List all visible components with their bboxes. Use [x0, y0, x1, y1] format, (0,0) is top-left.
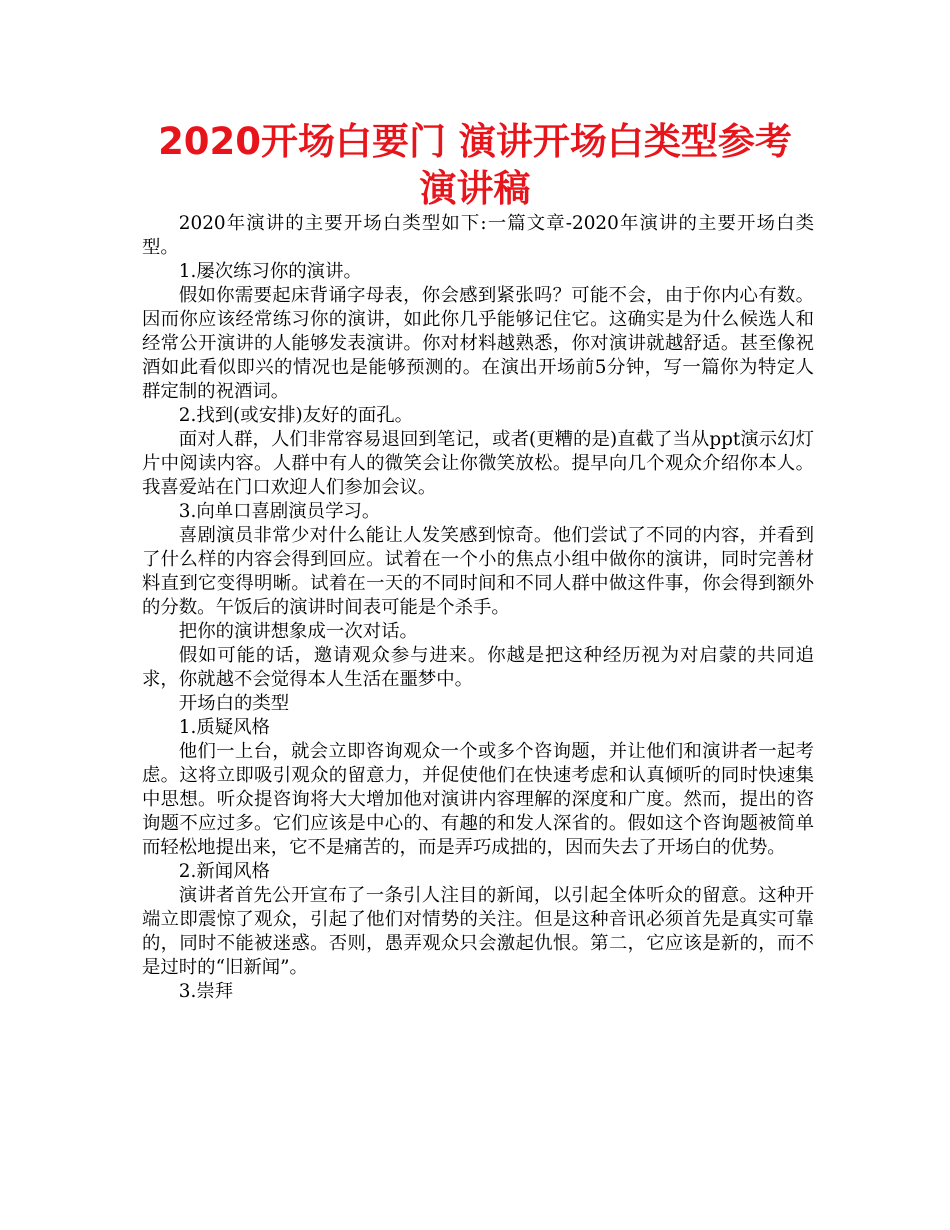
- paragraph: 假如你需要起床背诵字母表，你会感到紧张吗？可能不会，由于你内心有数。因而你应该经常练习你的演讲，如此你几乎能够记住它。这确实是为什么候选人和经常公开演讲的人能够发表演讲。你对材料越熟悉，你对演讲就越舒适。甚至像祝酒如此看似即兴的情况也是能够预测的。在演出开场前5分钟，写一篇你为特定人群定制的祝酒词。: [142, 285, 814, 402]
- paragraph: 1.质疑风格: [178, 717, 270, 738]
- paragraph: 演讲者首先公开宣布了一条引人注目的新闻，以引起全体听众的留意。这种开端立即震惊了观众，引起了他们对情势的关注。但是这种音讯必须首先是真实可靠的，同时不能被迷惑。否则，愚弄观众只会激起仇恨。第二，它应该是新的，而不是过时的“旧新闻”。: [142, 885, 814, 978]
- paragraph: 2.找到(或安排)友好的面孔。: [178, 405, 413, 426]
- section-heading: 开场白的类型: [178, 693, 290, 714]
- paragraph: 他们一上台，就会立即咨询观众一个或多个咨询题，并让他们和演讲者一起考虑。这将立即吸引观众的留意力，并促使他们在快速考虑和认真倾听的同时快速集中思想。听众提咨询将大大增加他对演讲内容理解的深度和广度。然而，提出的咨询题不应过多。它们应该是中心的、有趣的和发人深省的。假如这个咨询题被简单而轻松地提出来，它不是痛苦的，而是弄巧成拙的，因而失去了开场白的优势。: [142, 741, 814, 858]
- document-body: [142, 212, 814, 1004]
- document-title: 2020开场白要门 演讲开场白类型参考演讲稿: [158, 120, 792, 210]
- paragraph: 喜剧演员非常少对什么能让人发笑感到惊奇。他们尝试了不同的内容，并看到了什么样的内容会得到回应。试着在一个小的焦点小组中做你的演讲，同时完善材料直到它变得明晰。试着在一天的不同时间和不同人群中做这件事，你会得到额外的分数。午饭后的演讲时间表可能是个杀手。: [142, 525, 814, 618]
- paragraph: 1.屡次练习你的演讲。: [178, 261, 362, 282]
- paragraph: 2020年演讲的主要开场白类型如下:一篇文章-2020年演讲的主要开场白类型。: [142, 213, 814, 258]
- paragraph: 把你的演讲想象成一次对话。: [178, 621, 418, 642]
- paragraph: 3.崇拜: [178, 981, 234, 1002]
- paragraph: 假如可能的话，邀请观众参与进来。你越是把这种经历视为对启蒙的共同追求，你就越不会觉得本人生活在噩梦中。: [142, 645, 814, 690]
- paragraph: 3.向单口喜剧演员学习。: [178, 501, 381, 522]
- paragraph: 面对人群，人们非常容易退回到笔记，或者(更糟的是)直截了当从ppt演示幻灯片中阅读内容。人群中有人的微笑会让你微笑放松。提早向几个观众介绍你本人。我喜爱站在门口欢迎人们参加会议。: [142, 429, 814, 498]
- paragraph: 2.新闻风格: [178, 861, 270, 882]
